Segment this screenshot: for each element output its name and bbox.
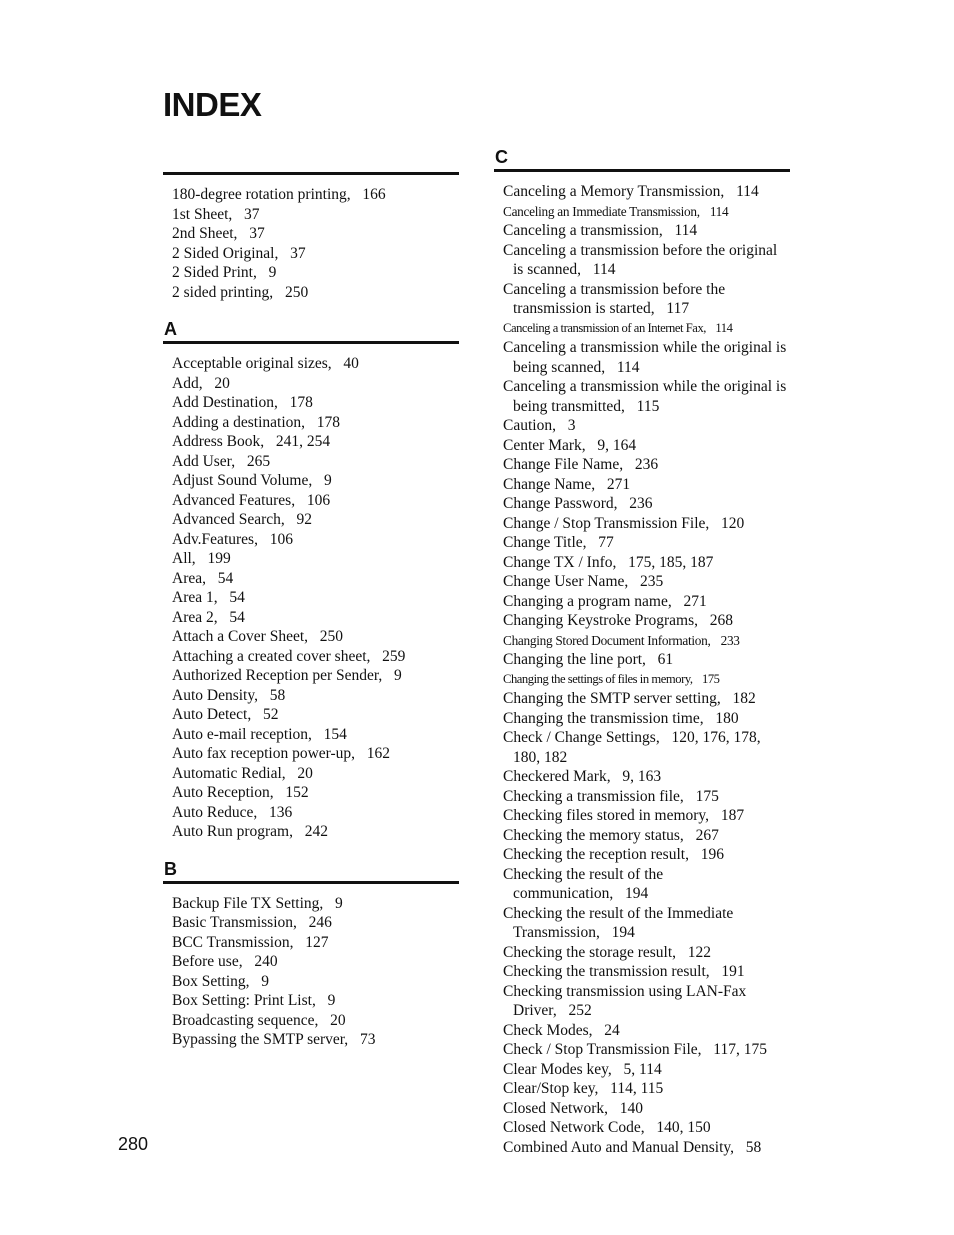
index-entry	[172, 764, 459, 784]
index-term: Check Modes,	[503, 1021, 593, 1039]
index-page-refs: 246	[308, 914, 332, 931]
index-page-refs: 140	[619, 1099, 644, 1117]
index-page-refs: 241, 254	[275, 433, 331, 450]
index-page-refs: 106	[269, 530, 293, 548]
index-term: Checking the result of the Immediate Transmission,	[503, 904, 734, 941]
index-term: Attaching a created cover sheet,	[172, 647, 371, 665]
index-entry	[503, 533, 790, 553]
index-entry	[503, 1138, 790, 1158]
index-entry	[172, 452, 459, 472]
index-term: Change Password,	[503, 495, 618, 512]
index-term: Box Setting: Print List,	[172, 992, 316, 1009]
index-term: Auto e-mail reception,	[172, 725, 312, 743]
index-entry	[172, 471, 459, 491]
index-entry	[172, 627, 459, 647]
index-page-refs: 236	[629, 495, 653, 512]
index-entry	[503, 845, 790, 865]
index-term: Changing the line port,	[503, 651, 646, 668]
index-term: Add,	[172, 374, 203, 392]
index-entry	[503, 689, 790, 709]
index-page-refs: 194	[625, 885, 649, 902]
index-page-refs: 233	[720, 632, 740, 648]
index-term: Auto Run program,	[172, 823, 293, 840]
index-term: Automatic Redial,	[172, 764, 286, 782]
index-term: Auto Density,	[172, 686, 258, 704]
index-entry	[503, 514, 790, 534]
index-page-refs: 265	[246, 452, 271, 470]
index-entry	[172, 244, 459, 264]
index-entry	[503, 631, 790, 651]
index-page-refs: 178	[316, 413, 341, 431]
section-heading-a: A	[164, 319, 177, 339]
index-term: Area 1,	[172, 589, 218, 606]
index-page-refs: 250	[319, 628, 344, 645]
index-entry	[172, 933, 459, 953]
index-term: Auto fax reception power-up,	[172, 745, 356, 762]
index-page-refs: 54	[229, 589, 245, 606]
index-entry	[503, 319, 790, 339]
index-entry	[172, 432, 459, 452]
index-entry	[172, 725, 459, 745]
index-term: Change Title,	[503, 534, 587, 551]
index-entry	[172, 705, 459, 725]
index-entry	[503, 728, 790, 767]
index-entry	[172, 608, 459, 628]
index-page-refs: 58	[269, 686, 286, 704]
index-term: Attach a Cover Sheet,	[172, 628, 309, 645]
index-term: Adjust Sound Volume,	[172, 472, 313, 489]
index-entry	[503, 943, 790, 963]
index-page-refs: 122	[687, 943, 712, 961]
index-entry	[503, 787, 790, 807]
page-number: 280	[118, 1134, 149, 1154]
index-term: Change TX / Info,	[503, 553, 617, 571]
index-term: Area,	[172, 569, 206, 587]
index-page-refs: 114	[736, 183, 759, 200]
section-heading-b: B	[164, 858, 177, 879]
index-entry	[503, 280, 790, 319]
index-term: Box Setting,	[172, 972, 250, 990]
index-term: Checking files stored in memory,	[503, 807, 710, 824]
index-term: Clear/Stop key,	[503, 1080, 599, 1097]
index-term: Broadcasting sequence,	[172, 1011, 319, 1029]
index-term: All,	[172, 550, 196, 567]
index-page-refs: 54	[217, 569, 234, 587]
index-entry	[172, 783, 459, 803]
index-term: Canceling a transmission of an Internet Fax,	[503, 320, 706, 335]
index-entry	[172, 374, 459, 394]
index-page-refs: 77	[598, 534, 614, 551]
index-page-refs: 166	[362, 186, 386, 203]
index-term: Checking a transmission file,	[503, 787, 684, 805]
index-term: 180-degree rotation printing,	[172, 186, 351, 203]
index-term: Change File Name,	[503, 456, 624, 473]
index-page-refs: 114	[592, 261, 616, 278]
index-page-refs: 127	[305, 933, 329, 951]
index-page-refs: 20	[330, 1011, 346, 1029]
index-entry	[172, 647, 459, 667]
index-term: Add Destination,	[172, 394, 278, 411]
index-page-refs: 52	[262, 706, 279, 723]
index-term: Authorized Reception per Sender,	[172, 667, 383, 684]
index-page-refs: 250	[284, 283, 309, 301]
index-term: 1st Sheet,	[172, 205, 233, 223]
index-entry	[503, 572, 790, 592]
index-term: Changing Keystroke Programs,	[503, 612, 699, 629]
index-page-refs: 252	[568, 1002, 592, 1019]
index-entry	[172, 972, 459, 992]
index-page-refs: 271	[606, 475, 631, 493]
index-term: Clear Modes key,	[503, 1060, 612, 1078]
index-page-refs: 9	[394, 667, 402, 684]
index-term: Auto Reception,	[172, 784, 274, 801]
index-entry	[172, 205, 459, 225]
index-page-refs: 191	[721, 963, 745, 980]
index-entry	[503, 806, 790, 826]
index-list-c	[494, 172, 790, 1157]
index-entry	[172, 588, 459, 608]
index-page-refs: 120	[721, 514, 745, 532]
index-page-refs: 61	[657, 651, 674, 668]
index-page-refs: 154	[323, 725, 347, 743]
index-entry	[503, 475, 790, 495]
index-page-refs: 152	[285, 784, 309, 801]
index-page-refs: 58	[745, 1138, 762, 1156]
index-entry	[172, 1011, 459, 1031]
index-entry	[503, 611, 790, 631]
index-page-refs: 9	[268, 264, 277, 281]
index-entry	[503, 1079, 790, 1099]
index-page-refs: 196	[700, 846, 724, 863]
index-term: Canceling an Immediate Transmission,	[503, 203, 700, 219]
index-term: Changing the transmission time,	[503, 709, 704, 727]
index-term: Canceling a transmission before the original is scanned,	[503, 241, 778, 278]
index-entry	[503, 709, 790, 729]
index-page-refs: 117, 175	[713, 1041, 767, 1058]
page-title: INDEX	[163, 86, 262, 123]
index-entry	[503, 1040, 790, 1060]
index-entry	[503, 202, 790, 222]
index-term: Caution,	[503, 417, 556, 434]
index-term: Changing Stored Document Information,	[503, 632, 711, 648]
index-list-a	[163, 344, 459, 842]
index-term: Auto Detect,	[172, 706, 252, 723]
index-entry	[503, 670, 790, 690]
index-term: Backup File TX Setting,	[172, 894, 324, 912]
index-entry	[503, 338, 790, 377]
index-term: Before use,	[172, 953, 243, 970]
index-entry	[503, 182, 790, 202]
index-page-refs: 73	[359, 1031, 376, 1048]
index-page-refs: 20	[214, 374, 230, 392]
index-entry	[503, 377, 790, 416]
index-page-refs: 115	[636, 397, 660, 415]
index-term: Bypassing the SMTP server,	[172, 1031, 349, 1048]
index-term: Checking transmission using LAN-Fax Driver,	[503, 982, 747, 1019]
index-term: 2 sided printing,	[172, 283, 274, 301]
index-entry	[503, 1060, 790, 1080]
index-page-refs: 136	[268, 803, 293, 821]
index-page-refs: 114	[715, 320, 733, 335]
index-page-refs: 271	[683, 592, 707, 610]
index-page-refs: 194	[611, 924, 635, 941]
index-entry	[172, 549, 459, 569]
index-page-refs: 9, 163	[622, 768, 662, 785]
index-term: Checkered Mark,	[503, 768, 611, 785]
index-page-refs: 24	[604, 1021, 620, 1039]
index-term: Center Mark,	[503, 436, 586, 454]
index-entry	[172, 224, 459, 244]
index-term: Checking the transmission result,	[503, 963, 710, 980]
index-entry	[503, 1099, 790, 1119]
index-page-refs: 106	[306, 491, 331, 509]
index-page-refs: 20	[297, 764, 313, 782]
index-entry	[172, 913, 459, 933]
index-term: Auto Reduce,	[172, 803, 258, 821]
index-column-left	[163, 171, 459, 1050]
index-page-refs: 242	[304, 823, 328, 840]
index-term: Canceling a transmission while the original is being transmitted,	[503, 378, 787, 415]
index-term: Changing the settings of files in memory,	[503, 671, 693, 686]
index-page-refs: 236	[634, 456, 659, 473]
index-entry	[503, 494, 790, 514]
index-entry	[503, 416, 790, 436]
index-term: 2 Sided Original,	[172, 244, 279, 262]
index-entry	[172, 510, 459, 530]
index-page-refs: 5, 114	[623, 1060, 662, 1078]
index-term: Canceling a transmission,	[503, 222, 663, 239]
index-entry	[503, 767, 790, 787]
index-term: Closed Network,	[503, 1099, 609, 1117]
index-page-refs: 180	[715, 709, 739, 727]
index-entry	[503, 962, 790, 982]
index-entry	[172, 185, 459, 205]
index-term: BCC Transmission,	[172, 933, 294, 951]
index-page-refs: 182	[732, 690, 756, 707]
index-entry	[172, 1030, 459, 1050]
index-entry	[503, 904, 790, 943]
index-page-refs: 40	[343, 355, 359, 372]
index-column-right	[494, 146, 790, 1157]
index-page-refs: 199	[207, 550, 231, 567]
index-page-refs: 9, 164	[597, 436, 637, 454]
index-page-refs: 140, 150	[656, 1119, 711, 1136]
index-page-refs: 92	[296, 511, 313, 528]
index-entry	[172, 283, 459, 303]
index-entry	[503, 1118, 790, 1138]
index-page-refs: 37	[249, 225, 265, 242]
index-term: Checking the memory status,	[503, 826, 684, 844]
index-entry	[172, 894, 459, 914]
index-term: Advanced Search,	[172, 511, 285, 528]
index-page-refs: 114, 115	[610, 1080, 664, 1097]
index-page-refs: 120, 176, 178, 180, 182	[513, 729, 761, 766]
section-heading-c: C	[495, 147, 508, 167]
index-entry	[172, 413, 459, 433]
index-term: Check / Stop Transmission File,	[503, 1041, 702, 1058]
index-entry	[503, 436, 790, 456]
index-page-refs: 114	[709, 203, 729, 219]
index-term: 2 Sided Print,	[172, 264, 257, 281]
index-term: Canceling a Memory Transmission,	[503, 183, 725, 200]
index-page-refs: 175	[695, 787, 719, 805]
index-term: Change Name,	[503, 475, 596, 493]
index-entry	[172, 952, 459, 972]
index-term: Checking the reception result,	[503, 846, 689, 863]
index-page-refs: 54	[229, 608, 245, 626]
index-term: Address Book,	[172, 433, 265, 450]
index-entry	[503, 650, 790, 670]
index-entry	[503, 826, 790, 846]
index-page-refs: 37	[290, 244, 306, 262]
index-entry	[503, 865, 790, 904]
index-page-refs: 9	[327, 992, 336, 1009]
index-entry	[172, 803, 459, 823]
index-entry	[172, 822, 459, 842]
index-entry	[172, 666, 459, 686]
index-page-refs: 9	[261, 972, 270, 990]
index-term: Area 2,	[172, 608, 218, 626]
index-entry	[172, 686, 459, 706]
index-entry	[503, 982, 790, 1021]
index-term: Acceptable original sizes,	[172, 355, 332, 372]
index-term: Canceling a transmission while the original is being scanned,	[503, 339, 787, 376]
index-term: Basic Transmission,	[172, 914, 297, 931]
index-term: Combined Auto and Manual Density,	[503, 1138, 735, 1156]
index-entry	[503, 1021, 790, 1041]
index-entry	[503, 553, 790, 573]
index-entry	[172, 569, 459, 589]
index-page-refs: 267	[695, 826, 719, 844]
index-entry	[503, 221, 790, 241]
index-term: Adv.Features,	[172, 530, 258, 548]
index-page-refs: 117	[666, 300, 690, 317]
index-entry	[172, 530, 459, 550]
index-term: Adding a destination,	[172, 413, 306, 431]
index-entry	[503, 241, 790, 280]
index-page-refs: 178	[289, 394, 313, 411]
index-entry	[172, 744, 459, 764]
index-page-refs: 268	[709, 612, 734, 629]
index-page-refs: 175, 185, 187	[628, 553, 714, 571]
index-page-refs: 114	[616, 358, 640, 376]
index-term: Check / Change Settings,	[503, 729, 660, 746]
index-term: Change User Name,	[503, 573, 629, 590]
index-list-b	[163, 884, 459, 1050]
index-entry	[172, 491, 459, 511]
index-page-refs: 9	[324, 472, 332, 489]
index-term: Checking the result of the communication,	[503, 865, 664, 902]
index-term: Add User,	[172, 452, 236, 470]
index-page-refs: 175	[701, 671, 720, 686]
index-term: 2nd Sheet,	[172, 225, 238, 242]
index-entry	[172, 263, 459, 283]
index-term: Changing the SMTP server setting,	[503, 690, 721, 707]
index-page-refs: 259	[382, 647, 406, 665]
index-entry	[172, 393, 459, 413]
index-entry	[503, 455, 790, 475]
index-page-refs: 3	[567, 417, 576, 434]
index-page-refs: 240	[254, 953, 278, 970]
index-term: Checking the storage result,	[503, 943, 677, 961]
index-entry	[503, 592, 790, 612]
index-term: Changing a program name,	[503, 592, 672, 610]
index-page-refs: 9	[335, 894, 343, 912]
index-term: Canceling a transmission before the transmission is started,	[503, 280, 726, 317]
index-page-refs: 114	[674, 222, 698, 239]
index-page-refs: 162	[366, 745, 391, 762]
index-list-numeric	[163, 175, 459, 302]
index-page-refs: 235	[640, 573, 664, 590]
index-term: Change / Stop Transmission File,	[503, 514, 710, 532]
index-term: Closed Network Code,	[503, 1119, 645, 1136]
index-entry	[172, 354, 459, 374]
index-page-refs: 37	[244, 205, 260, 223]
index-page-refs: 187	[720, 807, 745, 824]
index-term: Advanced Features,	[172, 491, 296, 509]
index-entry	[172, 991, 459, 1011]
